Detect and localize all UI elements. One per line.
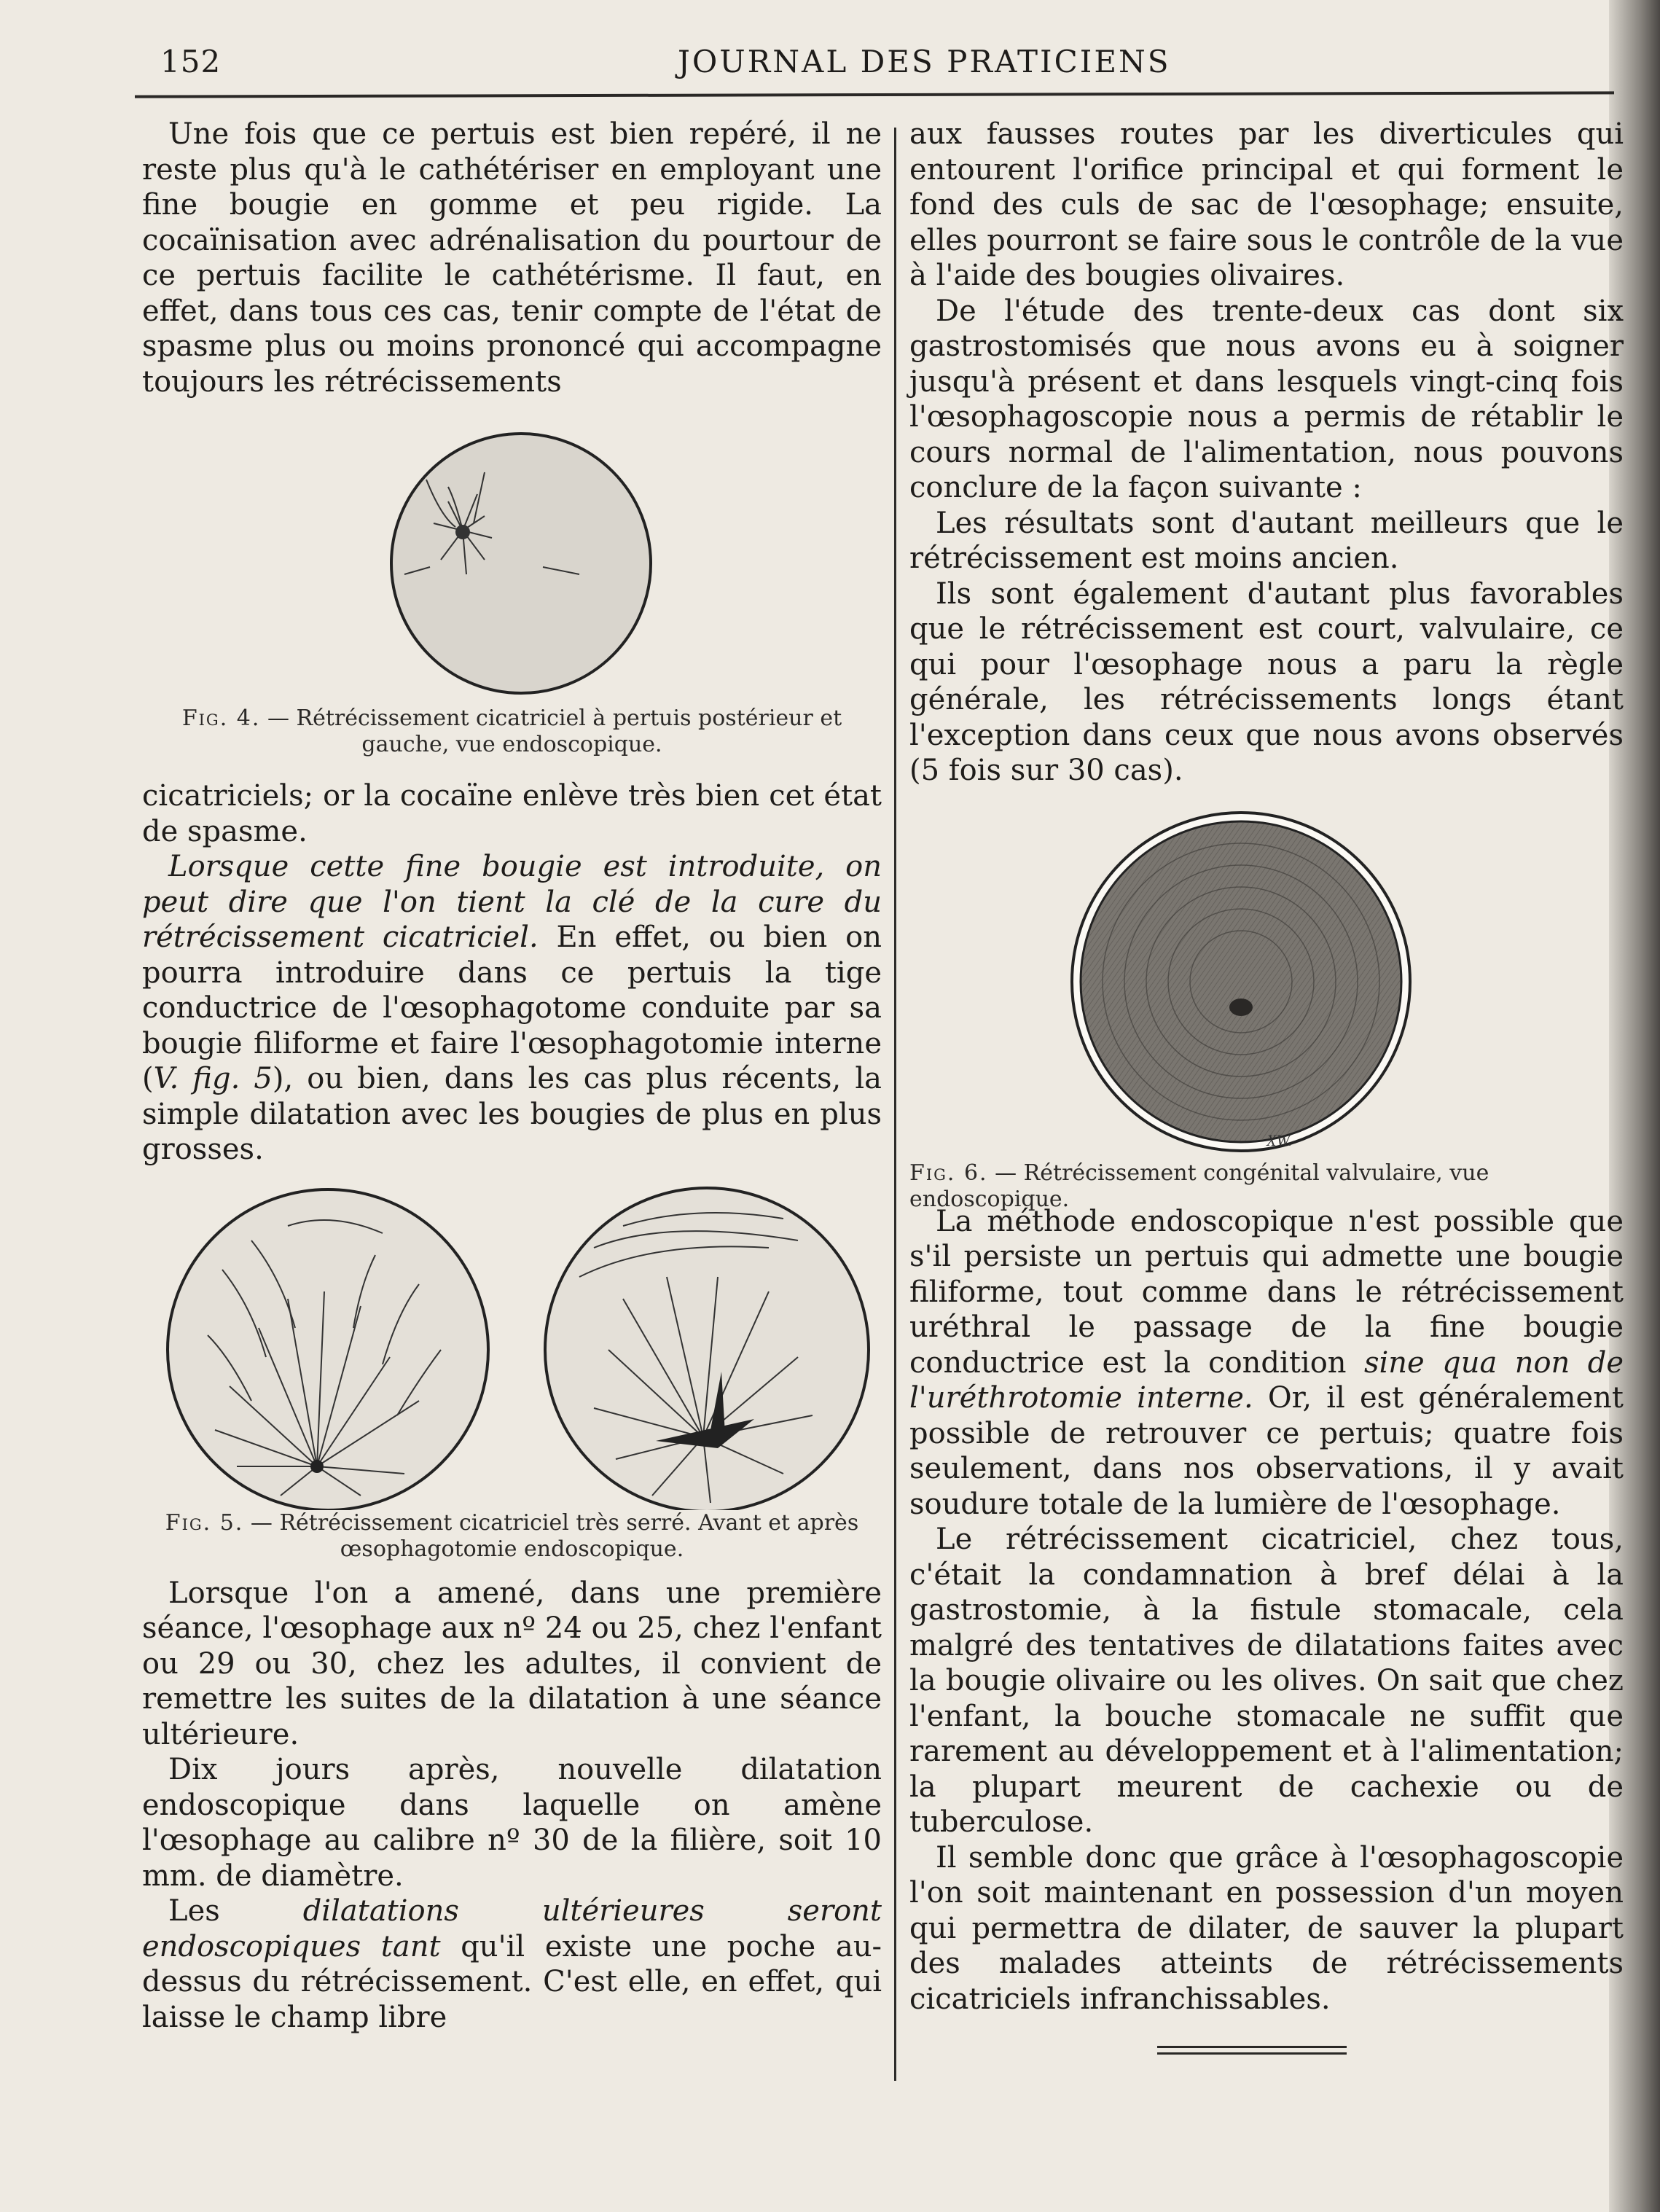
- figure-4-illustration: [142, 399, 882, 706]
- paragraph-italic: dilatations ultérieures seront endoscopiques tant: [142, 1894, 882, 1963]
- paragraph: Il semble donc que grâce à l'œsophagoscopie l'on soit maintenant en possession d'un moyen qui permettra de dilater, de sauver la plupart des malades atteints de rétrécissements cicatriciels infranchissables.: [909, 1840, 1624, 2016]
- figure-5-caption: [142, 1510, 882, 1563]
- paragraph: [142, 1894, 882, 2035]
- page-number: 152: [160, 44, 222, 79]
- paragraph: Le rétrécissement cicatriciel, chez tous, c'était la condamnation à bref délai à la gastrostomie, à la fistule stomacale, cela malgré des tentatives de dilatations faites avec la bougie olivaire ou les olives. On sait que chez l'enfant, la bouche stomacale ne suffit que rarement au développement et à l'alimentation; la plupart meurent de cachexie ou de tuberculose.: [909, 1523, 1624, 1839]
- figure-5-illustration: [142, 1168, 882, 1510]
- figure-6-label: Fig. 6.: [909, 1160, 988, 1186]
- paragraph-text: Or, il est généralement possible de retrouver ce pertuis; quatre fois seulement, dans nos observations, il y avait soudure totale de la lumière de l'œsophage.: [909, 1381, 1624, 1521]
- figure-5-after: [545, 1188, 869, 1510]
- header-rule: [135, 91, 1614, 98]
- paragraph: Une fois que ce pertuis est bien repéré, il ne reste plus qu'à le cathétériser en employant une fine bougie en gomme et peu rigide. La cocaïnisation avec adrénalisation du pourtour de ce pertuis facilite le cathétérisme. Il faut, en effet, dans tous ces cas, tenir compte de l'état de spasme plus ou moins prononcé qui accompagne toujours les rétrécissements: [142, 117, 882, 399]
- figure-6-caption-text: — Rétrécissement congénital valvulaire, vue endoscopique.: [909, 1160, 1489, 1212]
- paragraph: De l'étude des trente-deux cas dont six gastrostomisés que nous avons eu à soigner jusqu'à présent et dans lesquels vingt-cinq fois l'œsophagoscopie nous a permis de rétablir le cours normal de l'alimentation, nous pouvons conclure de la façon suivante :: [909, 294, 1624, 504]
- running-title: JOURNAL DES PRATICIENS: [678, 44, 1171, 79]
- figure-4: [142, 399, 882, 778]
- paragraph: cicatriciels; or la cocaïne enlève très bien cet état de spasme.: [142, 779, 882, 848]
- figure-5: [142, 1168, 882, 1576]
- paragraph-italic: Lorsque cette fine bougie est introduite, on peut dire que l'on tient la clé de la cure du rétrécissement cicatriciel.: [142, 850, 882, 954]
- paragraph: Ils sont également d'autant plus favorables que le rétrécissement est court, valvulaire, ce qui pour l'œsophage nous a paru la règle générale, les rétrécissements longs étant l'exception dans ceux que nous avons observés (5 fois sur 30 cas).: [909, 577, 1624, 787]
- left-column: [142, 117, 882, 2035]
- paragraph-text: ), ou bien, dans les cas plus récents, la simple dilatation avec les bougies de plus en plus grosses.: [142, 1062, 882, 1166]
- paragraph: [142, 849, 882, 1168]
- figure-5-label: Fig. 5.: [165, 1509, 244, 1536]
- paragraph: Lorsque l'on a amené, dans une première séance, l'œsophage aux nº 24 ou 25, chez l'enfant ou 29 ou 30, chez les adultes, il convient de remettre les suites de la dilatation à une séance ultérieure.: [142, 1576, 882, 1751]
- figure-6-illustration: [909, 789, 1624, 1160]
- figure-reference: V. fig. 5: [153, 1062, 273, 1095]
- paragraph: Dix jours après, nouvelle dilatation endoscopique dans laquelle on amène l'œsophage au calibre nº 30 de la filière, soit 10 mm. de diamètre.: [142, 1753, 882, 1893]
- paragraph: aux fausses routes par les diverticules qui entourent l'orifice principal et qui forment le fond des culs de sac de l'œsophage; ensuite, elles pourront se faire sous le contrôle de la vue à l'aide des bougies olivaires.: [909, 117, 1624, 292]
- figure-5-caption-text: — Rétrécissement cicatriciel très serré. Avant et après œsophagotomie endoscopique.: [250, 1509, 859, 1562]
- figure-6: [909, 789, 1624, 1212]
- paragraph-text: La méthode endoscopique n'est possible que s'il persiste un pertuis qui admette une bougie filiforme, tout comme dans le rétrécissement uréthral le passage de la fine bougie conductrice est la condition: [909, 1204, 1624, 1380]
- end-rule: [1157, 2046, 1347, 2055]
- figure-6-caption: [909, 1160, 1624, 1213]
- page-header: [0, 29, 1632, 102]
- figure-6-signature: XW.: [1266, 1130, 1293, 1149]
- paragraph-text: En effet, ou bien on pourra introduire dans ce pertuis la tige conductrice de l'œsophagotome conduite par sa bougie filiforme et faire l'œsophagotomie interne (: [142, 921, 882, 1095]
- paragraph: [909, 1204, 1624, 1523]
- paragraph-text: Les: [168, 1894, 303, 1928]
- figure-4-caption-text: — Rétrécissement cicatriciel à pertuis postérieur et gauche, vue endoscopique.: [267, 706, 842, 757]
- paragraph: Les résultats sont d'autant meilleurs que le rétrécissement est moins ancien.: [909, 506, 1624, 575]
- figure-5-before: [168, 1189, 488, 1510]
- figure-4-caption: [142, 706, 882, 758]
- paragraph-text: qu'il existe une poche au-dessus du rétrécissement. C'est elle, en effet, qui laisse le champ libre: [142, 1929, 882, 2034]
- column-divider: [894, 128, 896, 2081]
- paragraph-italic: sine qua non de l'uréthrotomie interne.: [909, 1345, 1624, 1415]
- figure-4-label: Fig. 4.: [181, 706, 261, 731]
- right-column: [909, 117, 1624, 2055]
